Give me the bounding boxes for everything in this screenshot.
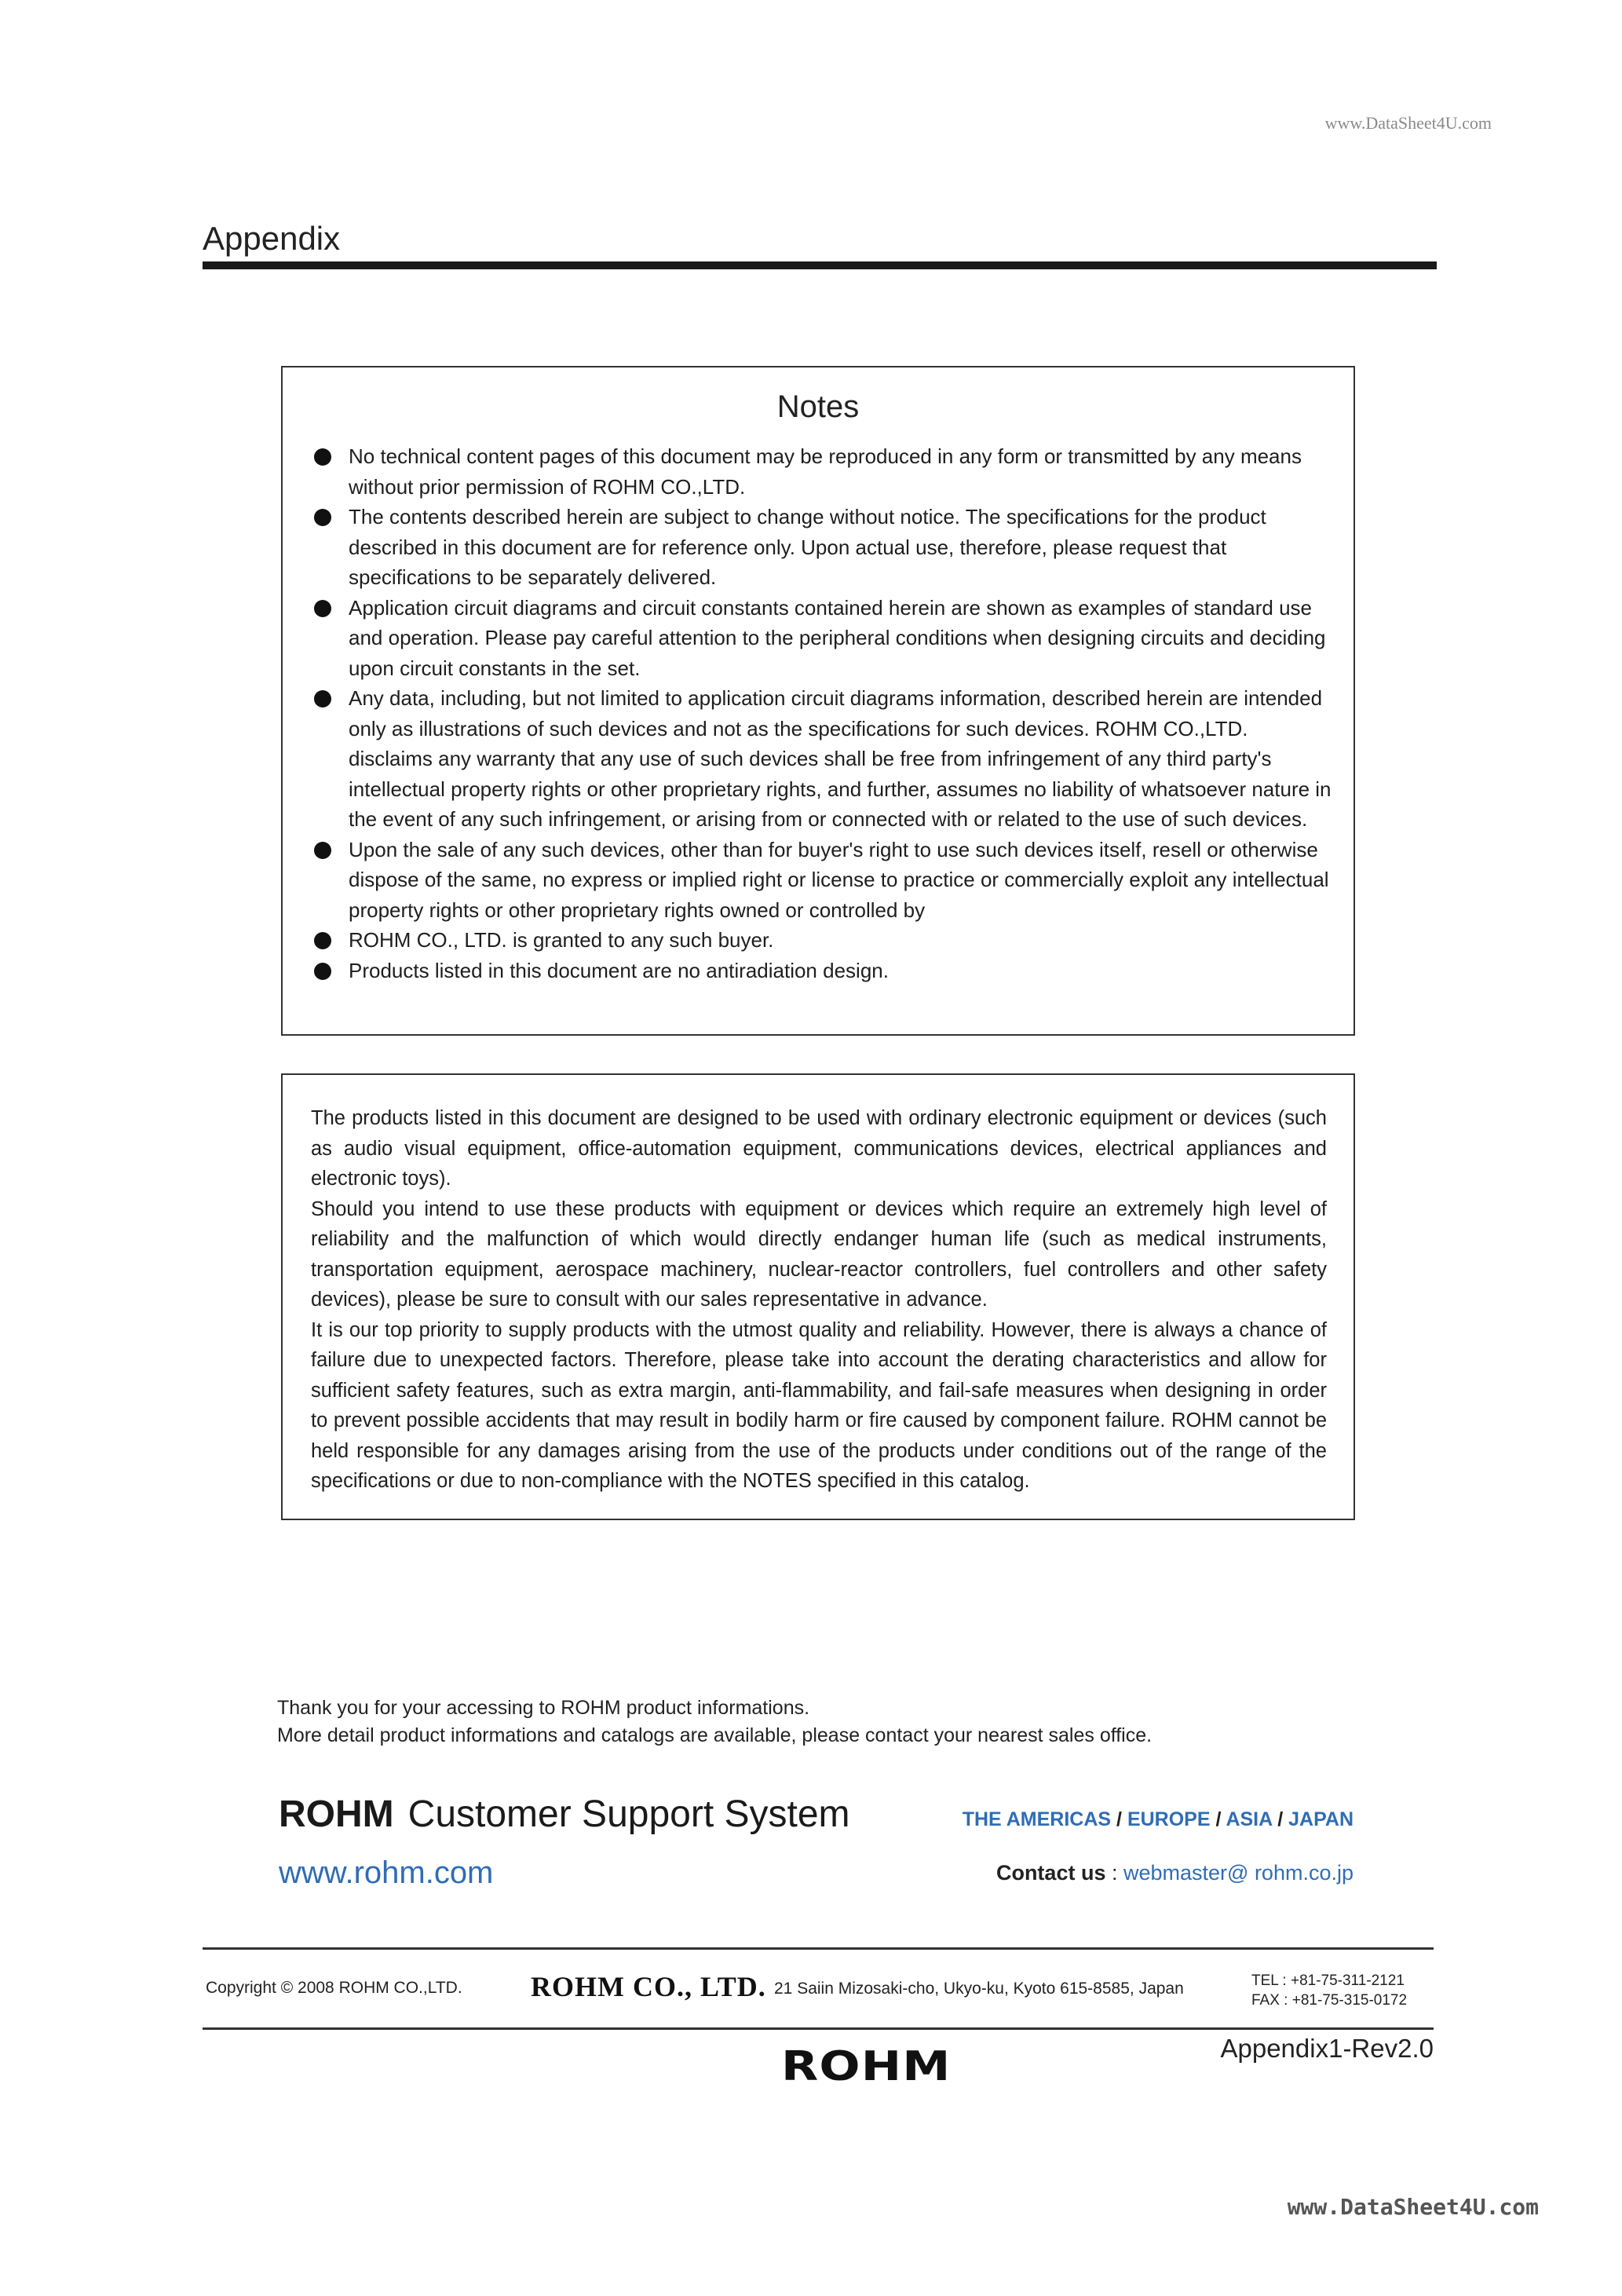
note-text: Upon the sale of any such devices, other than for buyer's right to use such devices itself, resell or otherwise dispose of the same, no express or implied right or license to practice or commercially exploit any intellectual property rights or other proprietary rights owned or controlled by — [349, 837, 1329, 922]
note-text: Products listed in this document are no antiradiation design. — [349, 958, 889, 982]
bullet-icon — [314, 932, 331, 949]
disclaimer-paragraph: Should you intend to use these products with equipment or devices which require an extremely high level of reliability and the malfunction of which would directly endanger human life (such as medical instruments, transportation equipment, aerospace machinery, nuclear-reactor controllers, fuel controllers and other safety devices), please be sure to consult with our sales representative in advance. — [311, 1197, 1327, 1311]
company-address: 21 Saiin Mizosaki-cho, Ukyo-ku, Kyoto 615-8585, Japan — [774, 1980, 1184, 1998]
website-link[interactable]: www.rohm.com — [279, 1855, 494, 1890]
page-title: Appendix — [203, 220, 341, 257]
list-item — [311, 593, 1332, 684]
list-item — [311, 835, 1332, 926]
region-link[interactable]: JAPAN — [1288, 1808, 1353, 1830]
bullet-icon — [314, 963, 331, 980]
thanks-message — [277, 1695, 1152, 1749]
note-text: No technical content pages of this document may be reproduced in any form or transmitted by any means without prior permission of ROHM CO.,LTD. — [349, 444, 1302, 499]
contact-info — [903, 1861, 1353, 1885]
region-separator: / — [1272, 1808, 1289, 1830]
disclaimer-paragraph: It is our top priority to supply products with the utmost quality and reliability. However, there is always a chance of failure due to unexpected factors. Therefore, please take into account the derating characteristics and allow for sufficient safety features, such as extra margin, anti-flammability, and fail-safe measures when designing in order to prevent possible accidents that may result in bodily harm or fire caused by component failure. ROHM cannot be held responsible for any damages arising from the use of the products under conditions out of the range of the specifications or due to non-compliance with the NOTES specified in this catalog. — [311, 1318, 1327, 1492]
list-item — [311, 502, 1332, 593]
bullet-icon — [314, 600, 331, 617]
support-heading — [279, 1793, 850, 1836]
list-item — [311, 683, 1332, 835]
support-title: Customer Support System — [407, 1793, 850, 1835]
region-separator: / — [1111, 1808, 1127, 1830]
telephone: TEL : +81-75-311-2121 — [1251, 1972, 1405, 1989]
list-item — [311, 956, 1332, 986]
rohm-logo: ROHM — [781, 2043, 952, 2090]
copyright: Copyright © 2008 ROHM CO.,LTD. — [206, 1979, 462, 1997]
list-item — [311, 441, 1332, 502]
thanks-line-1: Thank you for your accessing to ROHM product informations. — [277, 1697, 810, 1719]
note-text: ROHM CO., LTD. is granted to any such buyer. — [349, 928, 774, 952]
contact-email-link[interactable]: webmaster@ rohm.co.jp — [1123, 1861, 1353, 1885]
region-link[interactable]: THE AMERICAS — [962, 1808, 1112, 1830]
watermark-bottom: www.DataSheet4U.com — [1287, 2194, 1539, 2220]
regions-list — [952, 1808, 1353, 1831]
products-disclaimer-text — [311, 1103, 1327, 1497]
disclaimer-paragraph: The products listed in this document are designed to be used with ordinary electronic equipment or devices (such as audio visual equipment, office-automation equipment, communications devices, electrical appliances and electronic toys). — [311, 1107, 1327, 1190]
contact-label: Contact us — [995, 1861, 1106, 1885]
note-text: Any data, including, but not limited to application circuit diagrams information, described herein are intended only as illustrations of such devices and not as the specifications for such devices. ROHM CO.,LTD. disclaims any warranty that any use of such devices shall be free from infringement of any third party's intellectual property rights or other proprietary rights, and further, assumes no liability of whatsoever nature in the event of any such infringement, or arising from or connected with or related to the use of such devices. — [349, 686, 1332, 831]
watermark-top: www.DataSheet4U.com — [1324, 113, 1492, 133]
footer-rule-bottom — [203, 2027, 1434, 2030]
region-link[interactable]: ASIA — [1226, 1808, 1273, 1830]
company-name: ROHM CO., LTD. — [531, 1971, 766, 2002]
notes-list — [311, 441, 1332, 985]
brand-name: ROHM — [279, 1793, 394, 1835]
contact-colon: : — [1105, 1861, 1123, 1885]
footer-rule-top — [203, 1947, 1434, 1950]
document-id: Appendix1-Rev2.0 — [1220, 2034, 1434, 2063]
list-item — [311, 925, 1332, 956]
title-rule — [203, 261, 1437, 269]
thanks-line-2: More detail product informations and catalogs are available, please contact your nearest sales office. — [277, 1724, 1153, 1746]
bullet-icon — [314, 448, 331, 466]
region-link[interactable]: EUROPE — [1127, 1808, 1211, 1830]
bullet-icon — [314, 842, 331, 859]
bullet-icon — [314, 690, 331, 707]
note-text: Application circuit diagrams and circuit constants contained herein are shown as examples of standard use and operation. Please pay careful attention to the peripheral conditions when designing circuits and deciding upon circuit constants in the set. — [349, 595, 1326, 680]
bullet-icon — [314, 509, 331, 526]
tel-fax — [1251, 1971, 1407, 2010]
fax: FAX : +81-75-315-0172 — [1251, 1992, 1408, 2009]
notes-heading: Notes — [776, 389, 860, 424]
products-disclaimer-box — [281, 1073, 1355, 1520]
notes-box — [281, 366, 1355, 1036]
region-separator: / — [1210, 1808, 1226, 1830]
note-text: The contents described herein are subject to change without notice. The specifications for the product described in this document are for reference only. Upon actual use, therefore, please request that specifications to be separately delivered. — [349, 505, 1266, 589]
